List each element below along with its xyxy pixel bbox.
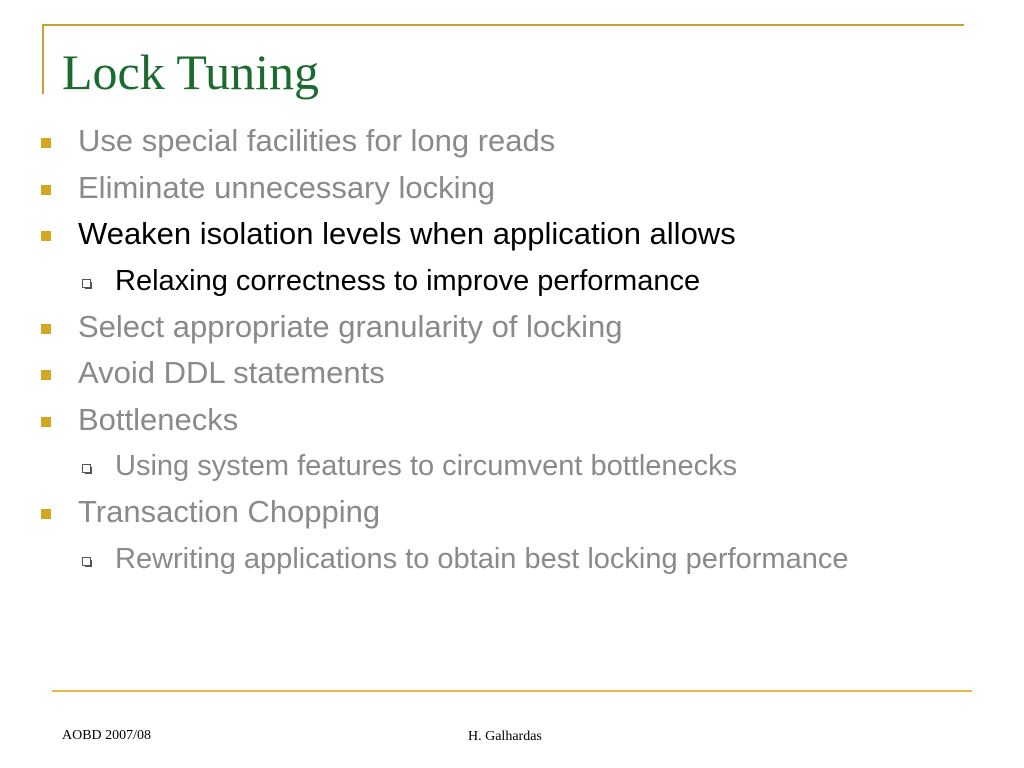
bullet-item <box>0 165 1024 212</box>
bullet-item <box>0 211 1024 258</box>
bullet-text: Select appropriate granularity of locking <box>78 308 623 344</box>
hollow-box-bullet-icon <box>82 279 91 288</box>
bullet-item <box>0 304 1024 351</box>
footer-author-label: H. Galhardas <box>468 729 542 744</box>
bullet-text: Weaken isolation levels when application allows <box>78 216 736 251</box>
bullet-item <box>0 489 1024 536</box>
square-bullet-icon <box>41 231 51 241</box>
bullet-text: Bottlenecks <box>78 401 239 437</box>
bullet-item <box>0 118 1024 165</box>
sub-bullet-item <box>0 258 1024 304</box>
footer-course-label: AOBD 2007/08 <box>62 728 152 743</box>
hollow-box-bullet-icon <box>82 557 91 566</box>
bullet-item <box>0 397 1024 444</box>
sub-bullet-text: Relaxing correctness to improve performance <box>115 264 701 297</box>
square-bullet-icon <box>41 509 51 519</box>
bullet-text: Avoid DDL statements <box>78 355 385 390</box>
sub-bullet-text: Using system features to circumvent bottlenecks <box>115 450 738 482</box>
sub-bullet-item <box>0 536 1024 582</box>
footer-rule <box>52 690 972 692</box>
title-frame-top-rule <box>42 24 964 26</box>
bullet-item <box>0 350 1024 397</box>
square-bullet-icon <box>41 138 51 148</box>
bullet-text: Transaction Chopping <box>78 494 381 529</box>
title-frame-left-rule <box>42 24 44 94</box>
slide-title: Lock Tuning <box>62 44 320 100</box>
bullet-text: Eliminate unnecessary locking <box>78 169 495 205</box>
square-bullet-icon <box>41 370 51 380</box>
bullet-list <box>0 118 1024 582</box>
square-bullet-icon <box>41 185 51 195</box>
sub-bullet-item <box>0 443 1024 489</box>
hollow-box-bullet-icon <box>82 464 91 473</box>
sub-bullet-text: Rewriting applications to obtain best locking performance <box>115 542 849 575</box>
bullet-text: Use special facilities for long reads <box>78 123 556 158</box>
square-bullet-icon <box>41 324 51 334</box>
square-bullet-icon <box>41 417 51 427</box>
